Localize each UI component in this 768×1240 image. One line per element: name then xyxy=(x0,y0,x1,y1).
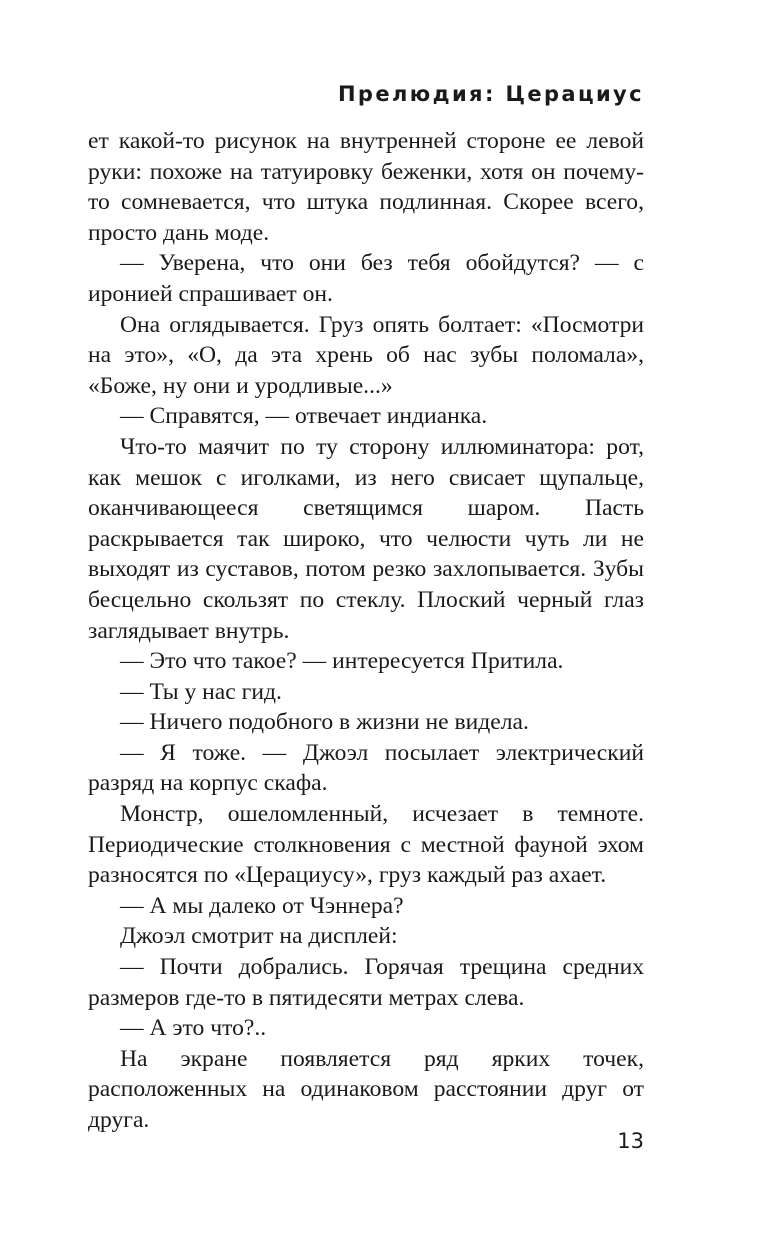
paragraph: — А мы далеко от Чэннера? xyxy=(120,892,404,919)
paragraph: — Я тоже. — Джоэл посылает электрический разряд на корпус скафа. xyxy=(88,739,644,797)
paragraph: — Почти добрались. Горячая трещина средних размеров где-то в пятидесяти метрах слева. xyxy=(88,954,644,1011)
paragraph: ет какой-то рисунок на внутренней стороне ее левой руки: похоже на татуировку беженки, хотя он почему-то сомневается, что штука подлинная. Скорее всего, просто дань моде. xyxy=(88,128,644,246)
paragraph: — А это что?.. xyxy=(120,1015,267,1042)
page-number: 13 xyxy=(617,1129,644,1153)
paragraph: На экране появляется ряд ярких точек, расположенных на одинаковом расстоянии друг от друга. xyxy=(88,1045,644,1133)
body-text xyxy=(88,126,644,1136)
paragraph: — Ты у нас гид. xyxy=(120,678,282,705)
paragraph: — Ничего подобного в жизни не видела. xyxy=(120,709,529,736)
paragraph: Монстр, ошеломленный, исчезает в темноте. Периодические столкновения с местной фауной эхом разносятся по «Церациусу», груз каждый раз ахает. xyxy=(88,801,644,889)
paragraph: — Справятся, — отвечает индианка. xyxy=(120,403,488,430)
paragraph: Она оглядывается. Груз опять болтает: «Посмотри на это», «О, да эта хрень об нас зубы поломала», «Боже, ну они и уродливые...» xyxy=(88,311,644,399)
paragraph: Что-то маячит по ту сторону иллюминатора: рот, как мешок с иголками, из него свисает щупальце, оканчивающееся светящимся шаром. Пасть раскрывается так широко, что челюсти чуть ли не выходят из суставов, потом резко захлопывается. Зубы бесцельно скользят по стеклу. Плоский черный глаз заглядывает внутрь. xyxy=(88,433,644,644)
paragraph: Джоэл смотрит на дисплей: xyxy=(120,923,398,950)
paragraph: — Это что такое? — интересуется Притила. xyxy=(120,648,564,675)
book-page xyxy=(88,0,644,1240)
paragraph: — Уверена, что они без тебя обойдутся? — с иронией спрашивает он. xyxy=(88,250,644,307)
running-head: Прелюдия: Церациус xyxy=(337,82,644,106)
